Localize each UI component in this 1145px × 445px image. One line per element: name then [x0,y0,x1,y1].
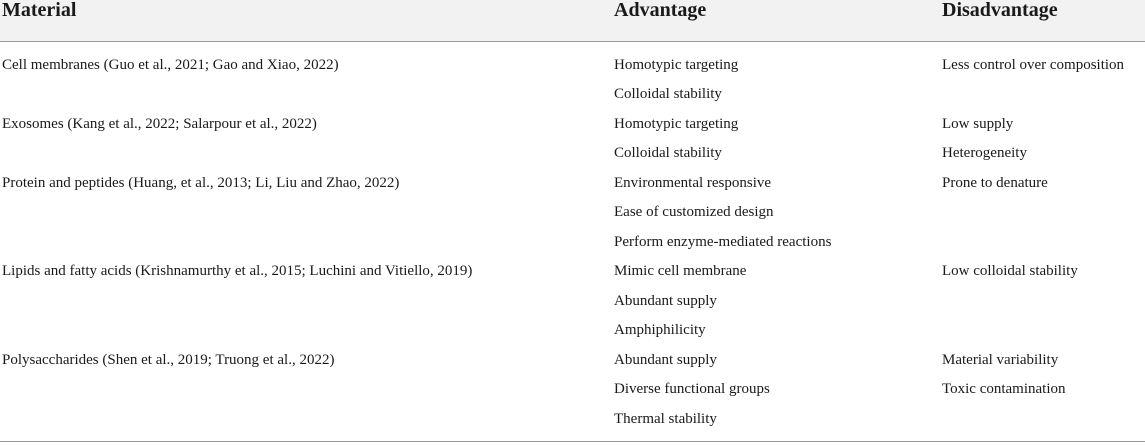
disadvantage-item: Heterogeneity [942,145,1027,161]
material-cell: Lipids and fatty acids (Krishnamurthy et al., 2015; Luchini and Vitiello, 2019) [2,263,473,279]
advantage-item: Perform enzyme-mediated reactions [614,234,832,250]
disadvantage-item: Low supply [942,116,1014,132]
material-cell: Cell membranes (Guo et al., 2021; Gao and Xiao, 2022) [2,57,339,73]
disadvantage-item: Prone to denature [942,175,1048,191]
advantage-item: Amphiphilicity [614,322,706,338]
advantage-item: Colloidal stability [614,145,722,161]
advantage-item: Environmental responsive [614,175,772,191]
table-header-row [0,0,1145,42]
table-bottom-rule [0,441,1145,442]
disadvantage-item: Less control over composition [942,57,1125,73]
advantage-item: Ease of customized design [614,204,774,220]
advantage-item: Homotypic targeting [614,116,739,132]
material-cell: Polysaccharides (Shen et al., 2019; Truong et al., 2022) [2,352,335,368]
advantage-item: Diverse functional groups [614,381,770,397]
header-advantage: Advantage [614,0,707,21]
disadvantage-item: Toxic contamination [942,381,1066,397]
material-cell: Exosomes (Kang et al., 2022; Salarpour et al., 2022) [2,116,317,132]
disadvantage-item: Low colloidal stability [942,263,1078,279]
advantage-item: Abundant supply [614,352,717,368]
advantage-item: Homotypic targeting [614,57,739,73]
header-material: Material [2,0,77,21]
advantage-item: Thermal stability [614,411,717,427]
header-disadvantage: Disadvantage [942,0,1058,21]
material-cell: Protein and peptides (Huang, et al., 2013; Li, Liu and Zhao, 2022) [2,175,400,191]
advantage-item: Mimic cell membrane [614,263,747,279]
advantage-item: Abundant supply [614,293,717,309]
advantage-item: Colloidal stability [614,86,722,102]
disadvantage-item: Material variability [942,352,1059,368]
